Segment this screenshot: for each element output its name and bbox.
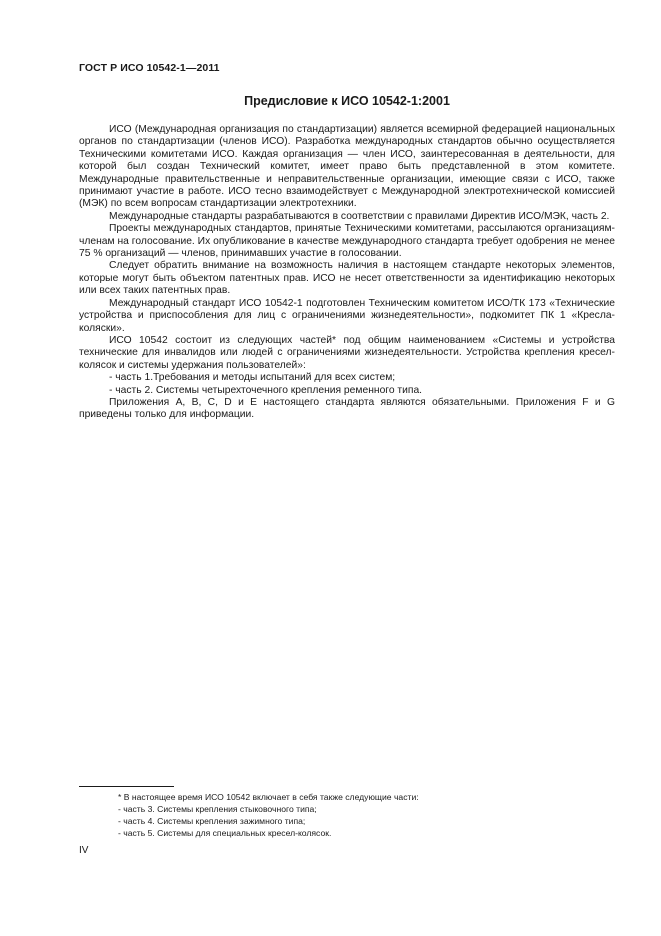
paragraph-patents: Следует обратить внимание на возможность наличия в настоящем стандарте некоторых элементов, которые могут быть объектом патентных прав. ИСО не несет ответственности за идентификацию некоторых или всех таких патентных прав. (79, 260, 615, 297)
paragraph-voting: Проекты международных стандартов, принятые Техническими комитетами, рассылаются организациям-членам на голосование. Их опубликование в качестве международного стандарта требует одобрения не менее 75 % организаций — членов, принимавших участие в голосовании. (79, 223, 615, 260)
standard-header: ГОСТ Р ИСО 10542-1—2011 (79, 62, 220, 74)
footnotes (118, 791, 419, 839)
list-item-part-1: - часть 1.Требования и методы испытаний для всех систем; (109, 372, 396, 384)
list-item-part-2: - часть 2. Системы четырехточечного крепления ременного типа. (109, 384, 423, 396)
paragraph-annexes: Приложения А, В, С, D и Е настоящего стандарта являются обязательными. Приложения F и G приведены только для информации. (79, 396, 615, 421)
preface-title: Предисловие к ИСО 10542-1:2001 (244, 94, 450, 108)
paragraph-parts: ИСО 10542 состоит из следующих частей* под общим наименованием «Системы и устройства технические для инвалидов или людей с ограничениями жизнедеятельности. Устройства крепления кресел-колясок и системы удержания пользователей»: (79, 334, 615, 371)
page-number: IV (79, 845, 89, 856)
footnote-divider (79, 786, 174, 787)
footnote-line: * В настоящее время ИСО 10542 включает в себя также следующие части: (118, 792, 419, 802)
paragraph-directives: Международные стандарты разрабатываются в соответствии с правилами Директив ИСО/МЭК, часть 2. (109, 210, 610, 222)
paragraph-committee: Международный стандарт ИСО 10542-1 подготовлен Техническим комитетом ИСО/ТК 173 «Технические устройства и приспособления для лиц с ограничениями жизнедеятельности», подкомитет ПК 1 «Кресла-коляски». (79, 297, 615, 334)
preface-body (79, 124, 615, 422)
footnote-line: - часть 4. Системы крепления зажимного типа; (118, 816, 306, 826)
footnote-line: - часть 3. Системы крепления стыковочного типа; (118, 804, 317, 814)
paragraph-iso-intro: ИСО (Международная организация по стандартизации) является всемирной федерацией национальных органов по стандартизации (членов ИСО). Разработка международных стандартов обычно осуществляется Техническими комитетами ИСО. Каждая организация — член ИСО, заинтересованная в деятельности, для которой был создан Технический комитет, имеет право быть представленной в этом комитете. Международные правительственные и неправительственные организации, имеющие связи с ИСО, также принимают участие в работе. ИСО тесно взаимодействует с Международной электротехнической комиссией (МЭК) по всем вопросам стандартизации электротехники. (79, 124, 615, 210)
footnote-line: - часть 5. Системы для специальных кресел-колясок. (118, 828, 332, 838)
